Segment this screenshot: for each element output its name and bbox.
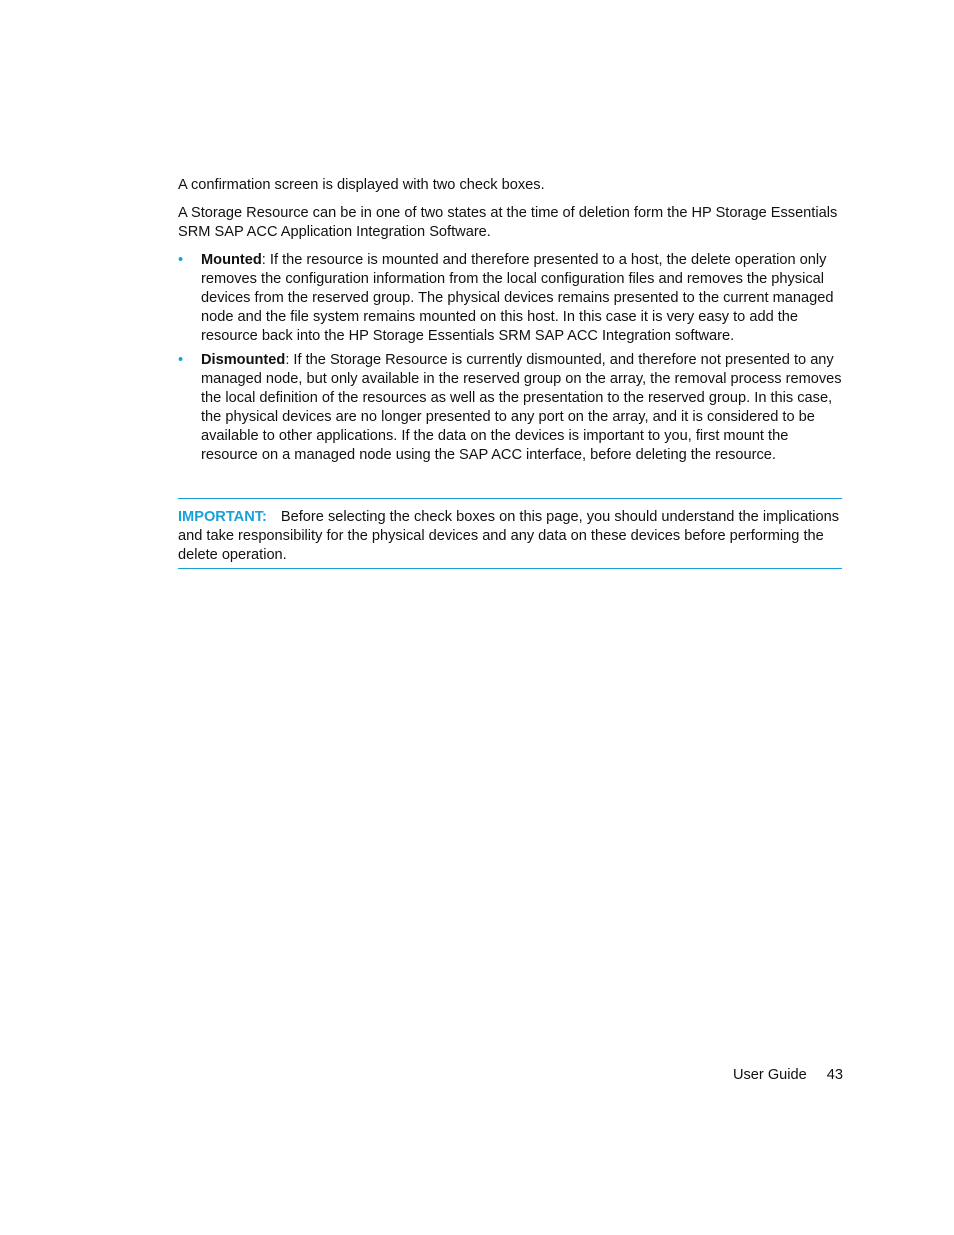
footer-title: User Guide [732, 1067, 807, 1083]
page-body [178, 176, 842, 470]
term-mounted: Mounted [201, 252, 262, 268]
intro-paragraph-1: A confirmation screen is displayed with two check boxes. [178, 177, 545, 193]
important-text: Before selecting the check boxes on this page, you should understand the implications and take responsibility for the physical devices and any data on these devices before performing the delete operation. [178, 509, 840, 563]
page-footer [733, 1066, 843, 1085]
intro-paragraph-2: A Storage Resource can be in one of two states at the time of deletion form the HP Storage Essentials SRM SAP ACC Application Integration Software. [178, 205, 838, 240]
list-item-dismounted [178, 351, 842, 465]
page-number: 43 [826, 1067, 843, 1083]
description-mounted: : If the resource is mounted and therefore presented to a host, the delete operation only removes the configuration information from the local configuration files and removes the physical devices from the reserved group. The physical devices remains presented to the current managed node and the file system remains mounted on this host. In this case it is very easy to add the resource back into the HP Storage Essentials SRM SAP ACC Integration software. [201, 252, 834, 344]
important-label: IMPORTANT: [178, 509, 267, 525]
list-item-mounted [178, 251, 842, 346]
important-note [178, 498, 842, 569]
bullet-icon: • [178, 352, 184, 368]
term-dismounted: Dismounted [201, 352, 286, 368]
description-dismounted: : If the Storage Resource is currently dismounted, and therefore not presented to any managed node, but only available in the reserved group on the array, the removal process removes the local definition of the resources as well as the presentation to the reserved group. In this case, the physical devices are no longer presented to any port on the array, and it is considered to be available to other applications. If the data on the devices is important to you, first mount the resource on a managed node using the SAP ACC interface, before deleting the resource. [201, 352, 842, 463]
bullet-icon: • [178, 252, 184, 268]
deletion-states-list [178, 251, 842, 465]
